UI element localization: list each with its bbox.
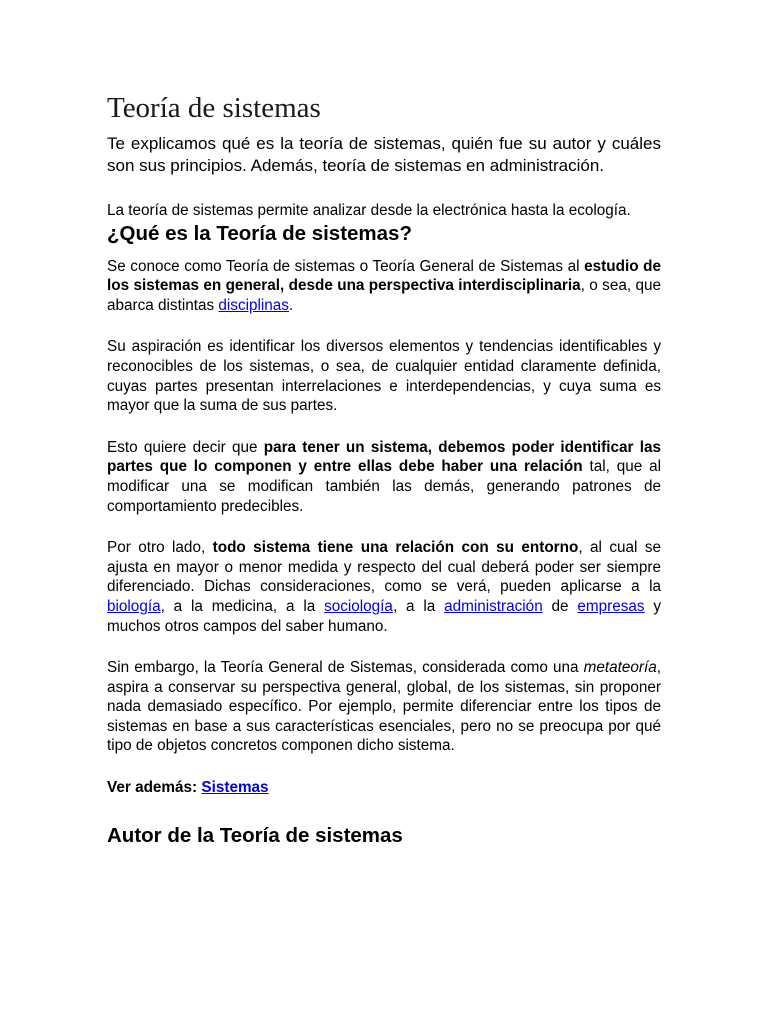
paragraph-meaning (107, 438, 661, 516)
text-run: , a la medicina, a la (160, 597, 325, 615)
paragraph-metatheory (107, 658, 661, 756)
article-lead: Te explicamos qué es la teoría de sistemas, quién fue su autor y cuáles son sus principios. Además, teoría de sistemas en administración. (107, 134, 661, 175)
text-run: y muchos otros campos del saber humano. (107, 597, 661, 635)
see-also (107, 778, 661, 798)
link-sistemas[interactable]: Sistemas (201, 779, 269, 797)
paragraph-definition (107, 257, 661, 316)
paragraph-environment (107, 538, 661, 636)
text-run: Se conoce como Teoría de sistemas o Teoría General de Sistemas al (107, 257, 585, 275)
section-heading-author: Autor de la Teoría de sistemas (107, 823, 403, 847)
text-run: de (542, 597, 578, 615)
bold-text: estudio de los sistemas en general, desde una perspectiva interdisciplinaria (107, 257, 661, 295)
text-run: , al cual se ajusta en mayor o menor medida y respecto del cual deberá poder ser siempre diferenciado. Dichas consideraciones, como se verá, pueden aplicarse a la (107, 539, 662, 596)
text-run: Por otro lado, (107, 539, 213, 557)
link-sociologia[interactable]: sociología (324, 597, 393, 615)
text-run: tal, que al modificar una se modifican también las demás, generando patrones de comportamiento predecibles. (107, 458, 661, 515)
page-title: Teoría de sistemas (107, 92, 321, 124)
text-run: , aspira a conservar su perspectiva general, global, de los sistemas, sin proponer nada demasiado específico. Por ejemplo, permite diferenciar entre los tipos de sistemas en base a sus características esenciales, pero no se preocupa por qué tipo de objetos concretos componen dicho sistema. (107, 659, 661, 755)
section-heading-what-is: ¿Qué es la Teoría de sistemas? (107, 221, 412, 245)
bold-text: todo sistema tiene una relación con su entorno (212, 539, 579, 557)
text-run: . (288, 296, 294, 314)
link-administracion[interactable]: administración (444, 597, 543, 615)
paragraph-aspiration: Su aspiración es identificar los diversos elementos y tendencias identificables y reconocibles de los sistemas, o sea, de cualquier entidad claramente definida, cuyas partes presentan interrelaciones e interdependencias, y cuya suma es mayor que la suma de sus partes. (107, 338, 661, 415)
see-also-label: Ver además: (107, 779, 202, 797)
bold-text: para tener un sistema, debemos poder identificar las partes que lo componen y entre ellas debe haber una relación (107, 438, 661, 476)
link-biologia[interactable]: biología (107, 597, 161, 615)
text-run: Sin embargo, la Teoría General de Sistemas, considerada como una (107, 659, 584, 677)
link-disciplinas[interactable]: disciplinas (218, 296, 289, 314)
text-run: , o sea, que abarca distintas (107, 277, 661, 314)
image-caption: La teoría de sistemas permite analizar desde la electrónica hasta la ecología. (107, 202, 631, 219)
italic-text: metateoría (583, 659, 657, 677)
link-empresas[interactable]: empresas (577, 597, 645, 615)
text-run: Esto quiere decir que (107, 438, 264, 456)
article (107, 88, 661, 849)
text-run: , a la (392, 597, 445, 615)
